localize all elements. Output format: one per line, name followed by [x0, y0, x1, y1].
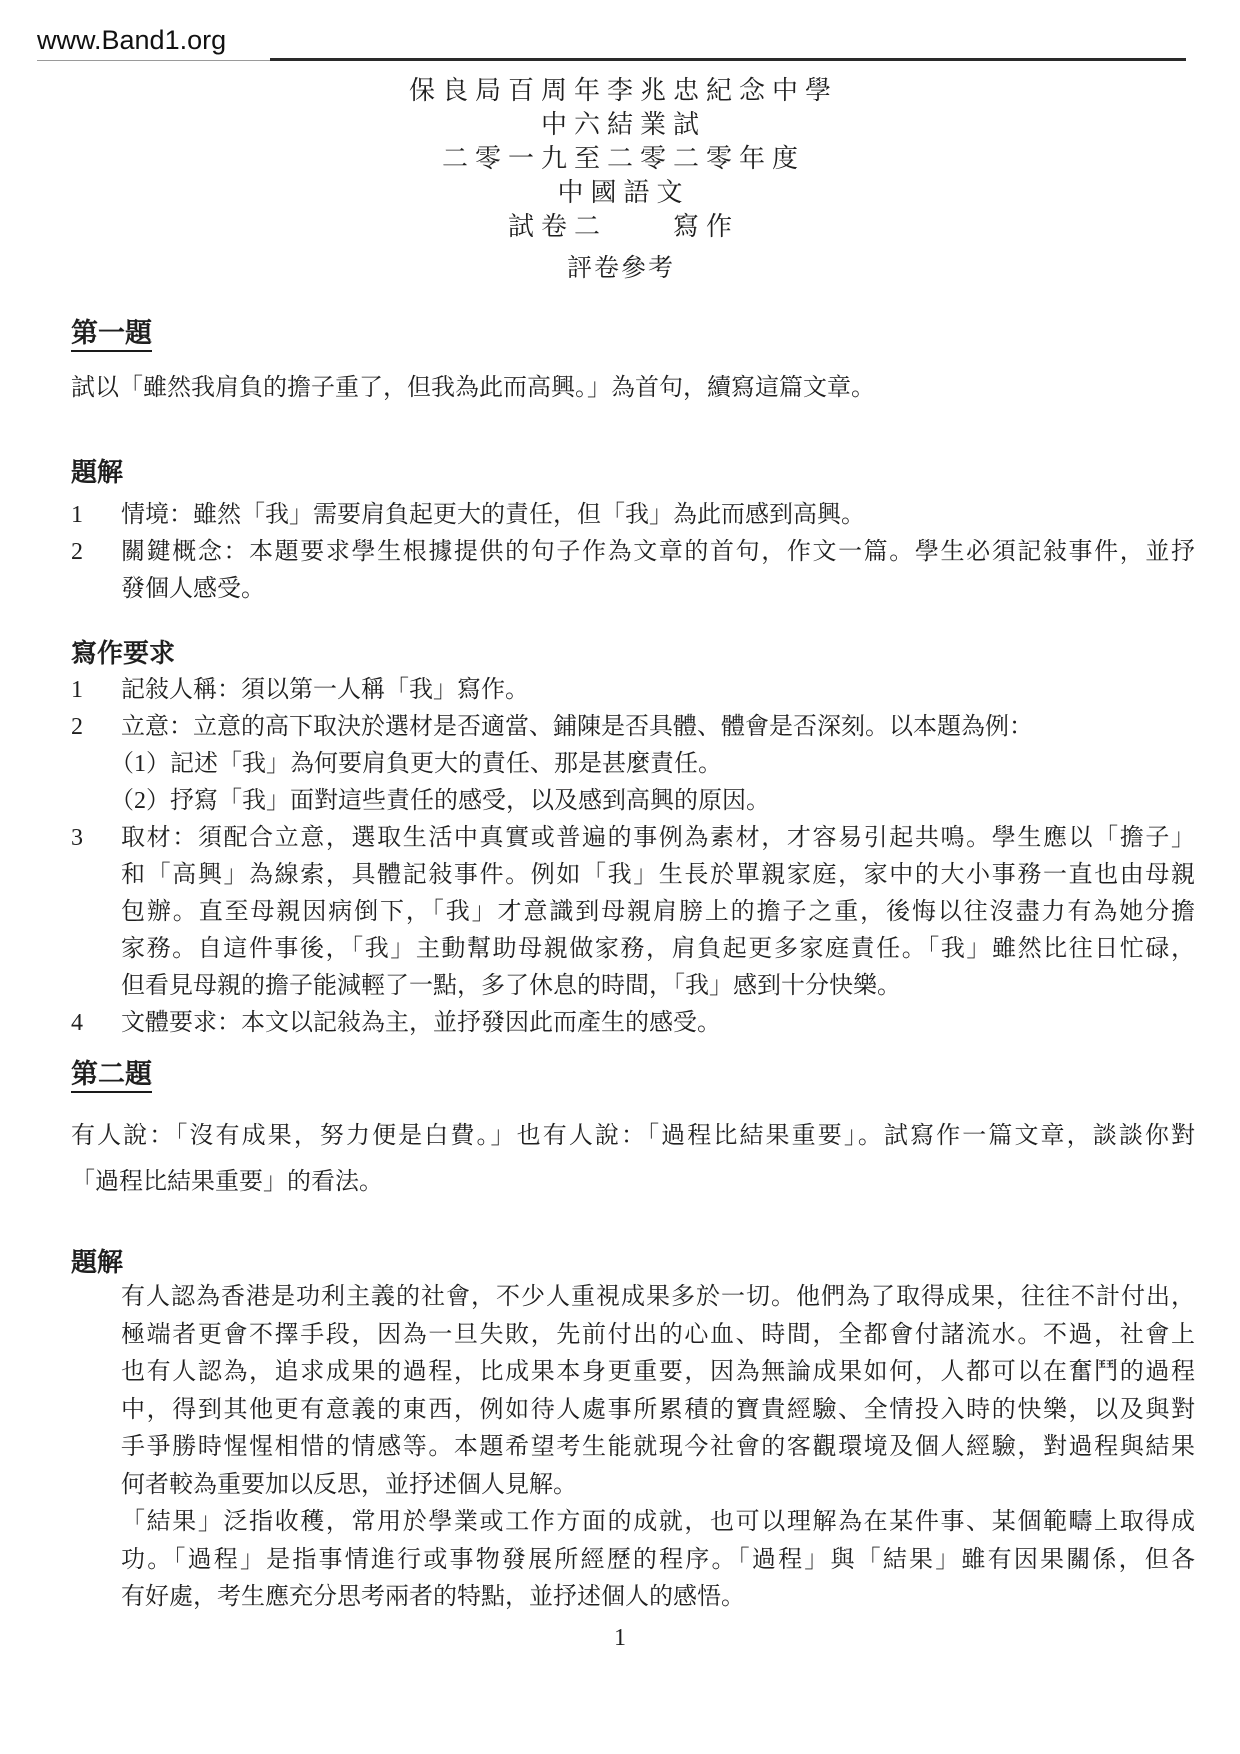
- paragraph-line: 手爭勝時惺惺相惜的情感等。本題希望考生能就現今社會的客觀環境及個人經驗，對過程與結果: [121, 1434, 1195, 1460]
- school-name: 保良局百周年李兆忠紀念中學: [408, 76, 838, 105]
- paragraph-line: 何者較為重要加以反思，並抒述個人見解。: [121, 1471, 577, 1498]
- item-text: 但看見母親的擔子能減輕了一點，多了休息的時間，「我」感到十分快樂。: [121, 973, 901, 999]
- item-text: 關鍵概念：本題要求學生根據提供的句子作為文章的首句，作文一篇。學生必須記敍事件，並抒: [121, 539, 1195, 565]
- header-divider-light-segment: [37, 60, 270, 61]
- question2-statement: [71, 1113, 1195, 1205]
- title-block: [0, 74, 1240, 244]
- item-number: 4: [71, 1010, 83, 1036]
- list-item: [71, 534, 1195, 608]
- list-item: [71, 672, 1195, 709]
- item-text: 記敍人稱：須以第一人稱「我」寫作。: [121, 677, 529, 703]
- item-number: 3: [71, 825, 83, 851]
- list-item: [71, 1005, 1195, 1042]
- header-divider-dark-segment: [270, 58, 1186, 61]
- paragraph-line: 也有人認為，追求成果的過程，比成果本身更重要，因為無論成果如何，人都可以在奮鬥的過程: [121, 1359, 1195, 1385]
- doc-type-label: 評卷參考: [566, 255, 675, 282]
- paragraph-line: 中，得到其他更有意義的東西，例如待人處事所累積的寶貴經驗、全情投入時的快樂，以及與對: [121, 1396, 1195, 1423]
- paragraph-line: 有好處，考生應充分思考兩者的特點，並抒述個人的感悟。: [121, 1584, 745, 1610]
- sub-item-text: （2）抒寫「我」面對這些責任的感受，以及感到高興的原因。: [110, 788, 770, 814]
- question1-statement: 試以「雖然我肩負的擔子重了，但我為此而高興。」為首句，續寫這篇文章。: [71, 375, 875, 401]
- item-text: 家務。自這件事後，「我」主動幫助母親做家務，肩負起更多家庭責任。「我」雖然比往日忙碌，: [121, 936, 1195, 962]
- question1-explain-heading: 題解: [71, 458, 124, 487]
- paper-name: 試卷二 寫作: [507, 212, 739, 241]
- subject-name: 中國語文: [557, 178, 690, 207]
- question2-explain-paragraph: [121, 1279, 1195, 1617]
- question2-title: 第二題: [71, 1058, 1240, 1093]
- item-number: 2: [71, 714, 83, 740]
- site-watermark-link[interactable]: www.Band1.org: [37, 25, 227, 55]
- item-text: 文體要求：本文以記敍為主，並抒發因此而產生的感受。: [121, 1010, 721, 1036]
- paragraph-line: 有人認為香港是功利主義的社會，不少人重視成果多於一切。他們為了取得成果，往往不計付出，: [121, 1284, 1195, 1310]
- item-text: 發個人感受。: [121, 576, 265, 602]
- item-number: 1: [71, 502, 83, 528]
- question2-explain-heading: 題解: [71, 1248, 124, 1277]
- list-item: [71, 709, 1195, 746]
- statement-line: 有人說：「沒有成果，努力便是白費。」也有人說：「過程比結果重要」。試寫作一篇文章，談談你對: [71, 1123, 1195, 1149]
- item-text: 和「高興」為線索，具體記敍事件。例如「我」生長於單親家庭，家中的大小事務一直也由母親: [121, 862, 1195, 888]
- exam-year: 二零一九至二零二零年度: [441, 144, 805, 173]
- item-text: 取材：須配合立意，選取生活中真實或普遍的事例為素材，才容易引起共鳴。學生應以「擔子」: [121, 825, 1195, 851]
- item-number: 1: [71, 677, 83, 703]
- page-number: 1: [614, 1624, 626, 1651]
- item-text: 包辦。直至母親因病倒下，「我」才意識到母親肩膀上的擔子之重，後悔以往沒盡力有為她分擔: [121, 899, 1195, 925]
- header-divider: [37, 58, 1186, 62]
- item-number: 2: [71, 539, 83, 565]
- paragraph-line: 極端者更會不擇手段，因為一旦失敗，先前付出的心血、時間，全都會付諸流水。不過，社會上: [121, 1321, 1195, 1348]
- sub-item-text: （1）記述「我」為何要肩負更大的責任、那是甚麼責任。: [110, 751, 722, 777]
- paragraph-line: 功。「過程」是指事情進行或事物發展所經歷的程序。「過程」與「結果」雖有因果關係，但各: [121, 1546, 1195, 1573]
- question1-title: 第一題: [71, 317, 1240, 352]
- item-text: 立意：立意的高下取決於選材是否適當、鋪陳是否具體、體會是否深刻。以本題為例：: [121, 714, 1033, 740]
- item-text: 情境：雖然「我」需要肩負起更大的責任，但「我」為此而感到高興。: [121, 502, 865, 528]
- list-item: [71, 497, 1195, 534]
- question1-requirements-heading: 寫作要求: [71, 639, 176, 668]
- list-item: [71, 820, 1195, 1005]
- question1-requirements-list: [0, 672, 1240, 1042]
- question1-explain-list: [0, 497, 1240, 608]
- paragraph-line: 「結果」泛指收穫，常用於學業或工作方面的成就，也可以理解為在某件事、某個範疇上取得成: [121, 1509, 1195, 1535]
- exam-name: 中六結業試: [540, 110, 706, 139]
- statement-line: 「過程比結果重要」的看法。: [71, 1169, 383, 1195]
